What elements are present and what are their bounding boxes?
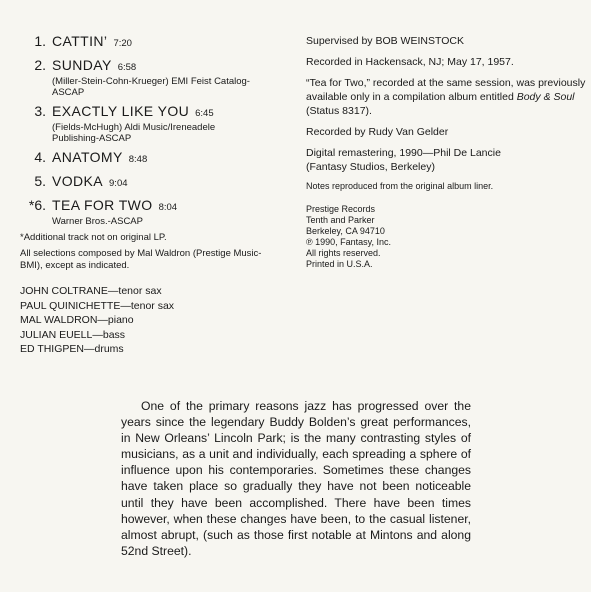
track-number: *6. [28,197,46,213]
track-item [20,149,290,168]
personnel-item: PAUL QUINICHETTE—tenor sax [20,299,175,312]
track-item [20,173,290,192]
track-line [20,33,290,52]
personnel-item: MAL WALDRON—piano [20,314,134,326]
track-item [20,57,290,98]
track-line [20,173,290,192]
remastering-line: Digital remastering, 1990—Phil De Lancie [306,147,501,159]
composer-note: All selections composed by Mal Waldron (Prestige Music-BMI), except as indicated. [20,248,262,271]
recording-location: Recorded in Hackensack, NJ; May 17, 1957. [306,56,514,68]
track-credit: ASCAP [52,87,85,98]
track-duration: 8:04 [158,202,178,213]
track-number: 3. [34,103,46,119]
remastering-credit [306,146,586,174]
tea-note-text: “Tea for Two,” recorded at the same session, was previously available only in a compilation album entitled [306,77,586,103]
personnel-item: JULIAN EUELL—bass [20,328,126,341]
label-address-line: Printed in U.S.A. [306,259,373,269]
recording-engineer: Recorded by Rudy Van Gelder [306,126,449,138]
compilation-album-title: Body & Soul [516,91,575,103]
track-number: 4. [34,149,46,165]
personnel-list [20,284,290,357]
liner-notes-paragraph: One of the primary reasons jazz has progressed over the years since the legendary Buddy Bolden’s great performances, in New Orleans’ Lincoln Park; is the many contrasting styles of musicians, as a unit and individually, each spreading a sphere of influence upon his contemporaries. Sometimes these changes have taken place so gradually they have not been noticeable until they have been accomplished. There have been times however, when these changes have been, to the casual listener, almost abrupt, (such as those first notable at Mintons and along 52nd Street). [121,399,471,558]
track-title: SUNDAY [52,57,112,73]
track-duration: 6:58 [117,62,137,73]
label-address-line: Prestige Records [306,204,376,214]
supervised-by: Supervised by BOB WEINSTOCK [306,35,464,47]
track-line [20,57,290,76]
track-title: CATTIN’ [52,33,108,49]
track-number: 2. [34,57,46,73]
track-duration: 6:45 [195,108,214,119]
track-number: 1. [34,33,46,49]
track-credit: (Fields-McHugh) Aldi Music/Ireneadele [52,122,216,133]
liner-source-note: Notes reproduced from the original album liner. [306,181,494,191]
track-listing-column [20,33,290,357]
additional-track-note: *Additional track not on original LP. [20,232,167,243]
track-credit: (Miller-Stein-Cohn-Krueger) EMI Feist Catalog- [52,76,250,87]
tea-for-two-note [306,76,586,118]
track-duration: 8:48 [128,154,148,165]
label-address-line: All rights reserved. [306,248,381,258]
label-address-line: Tenth and Parker [306,215,375,225]
remastering-studio: (Fantasy Studios, Berkeley) [306,161,435,173]
track-credit: Warner Bros.-ASCAP [52,216,143,227]
track-line [20,197,290,216]
track-title: ANATOMY [52,149,123,165]
track-title: TEA FOR TWO [52,197,153,213]
tea-note-catalog: (Status 8317). [306,105,372,117]
track-item [20,103,290,144]
track-duration: 9:04 [109,178,128,189]
track-list [20,33,290,227]
track-line [20,149,290,168]
label-address-line: ℗ 1990, Fantasy, Inc. [306,237,392,247]
track-line [20,103,290,122]
track-item [20,197,290,227]
label-address-block [306,204,586,270]
track-number: 5. [34,173,46,189]
production-credits-column [306,34,586,270]
track-title: VODKA [52,173,104,189]
track-item [20,33,290,52]
personnel-item: ED THIGPEN—drums [20,343,124,355]
track-credit: Publishing-ASCAP [52,133,132,144]
personnel-item: JOHN COLTRANE—tenor sax [20,285,162,297]
track-title: EXACTLY LIKE YOU [52,103,190,119]
label-address-line: Berkeley, CA 94710 [306,226,385,236]
track-duration: 7:20 [113,38,132,49]
